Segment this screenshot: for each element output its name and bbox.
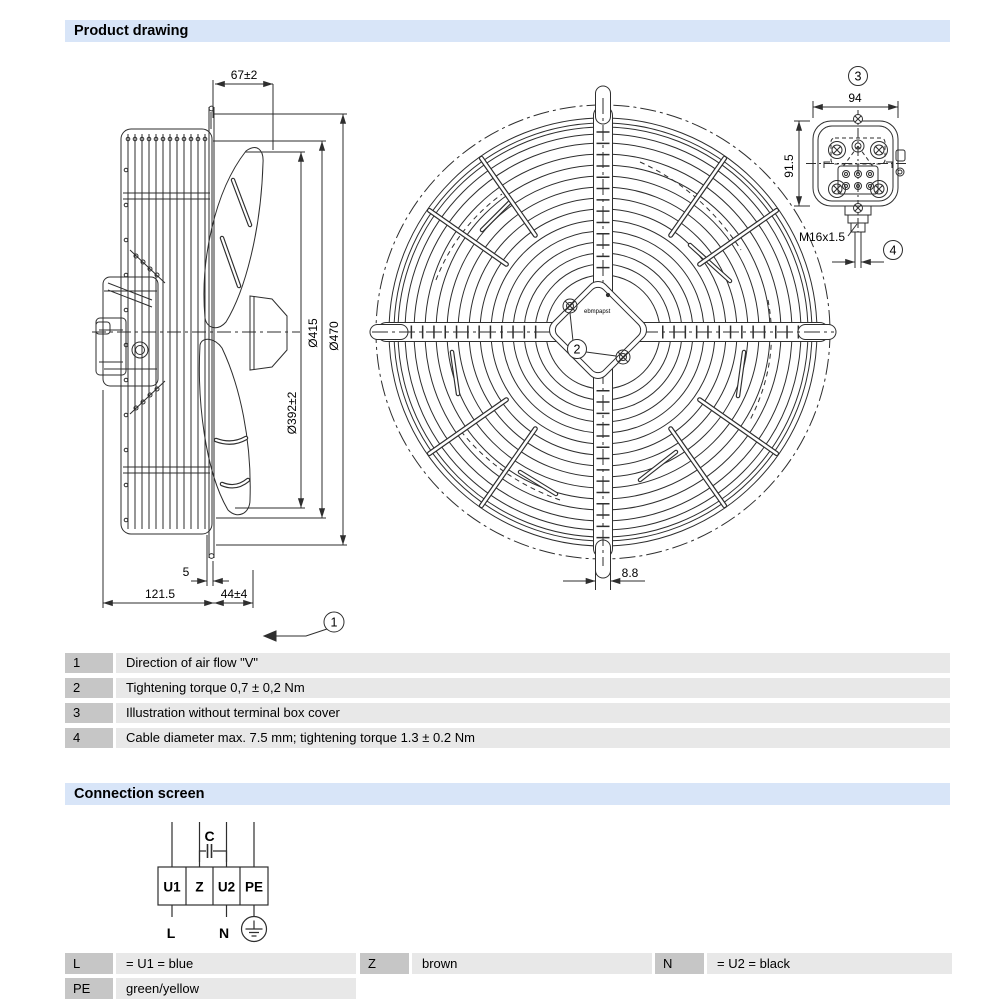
legend-z-value: brown: [412, 953, 652, 974]
dim-121: 121.5: [144, 587, 176, 601]
dim-915: 91.5: [782, 154, 796, 178]
legend-n-value: = U2 = black: [707, 953, 952, 974]
connection-screen-title: Connection screen: [74, 786, 205, 802]
brand-logo-text: ebmpapst: [584, 309, 611, 315]
note-row-1-text: Direction of air flow "V": [116, 653, 950, 673]
terminal-pe: PE: [244, 879, 264, 895]
callout-2: 2: [573, 342, 581, 357]
legend-l-value: = U1 = blue: [116, 953, 356, 974]
terminal-u1: U1: [163, 879, 181, 895]
dim-88: 8.8: [621, 566, 639, 580]
note-row-2-num: 2: [65, 678, 113, 698]
note-row-2-text: Tightening torque 0,7 ± 0,2 Nm: [116, 678, 950, 698]
dim-44: 44±4: [220, 587, 248, 601]
dim-392: Ø392±2: [285, 391, 299, 435]
legend-n-label: N: [655, 953, 704, 974]
dim-67: 67±2: [230, 68, 258, 82]
dim-94: 94: [848, 91, 862, 105]
ground-symbol: [242, 917, 267, 942]
note-row-1-num: 1: [65, 653, 113, 673]
side-view-dimensions: [103, 80, 347, 641]
callout-4: 4: [889, 243, 897, 258]
line-label: L: [166, 925, 176, 941]
fan-front-view: [370, 86, 836, 590]
note-row-3-text: Illustration without terminal box cover: [116, 703, 950, 723]
callout-1: 1: [330, 615, 338, 630]
dim-m16: M16x1.5: [798, 230, 845, 244]
legend-z-label: Z: [360, 953, 409, 974]
hub-nose: [250, 296, 287, 370]
dim-5: 5: [182, 565, 190, 579]
note-row-4-text: Cable diameter max. 7.5 mm; tightening torque 1.3 ± 0.2 Nm: [116, 728, 950, 748]
legend-pe-value: green/yellow: [116, 978, 356, 999]
supply-stubs: [172, 905, 254, 917]
product-drawing-title: Product drawing: [74, 23, 189, 39]
section-header-product-drawing: [65, 20, 950, 42]
terminal-z: Z: [195, 879, 204, 895]
terminal-u2: U2: [217, 879, 236, 895]
fan-side-view: [92, 106, 300, 558]
dim-415: Ø415: [306, 318, 320, 348]
legend-l-label: L: [65, 953, 113, 974]
legend-pe-label: PE: [65, 978, 113, 999]
capacitor-symbol: [200, 844, 227, 862]
neutral-label: N: [218, 925, 230, 941]
fan-blade-lower: [199, 339, 250, 514]
capacitor-label: C: [204, 828, 215, 844]
connection-diagram: [130, 815, 330, 960]
dim-470: Ø470: [327, 321, 341, 351]
note-row-3-num: 3: [65, 703, 113, 723]
section-header-connection-screen: [65, 783, 950, 805]
note-row-4-num: 4: [65, 728, 113, 748]
grille-wire-dots: [124, 137, 207, 522]
callout-3: 3: [854, 69, 862, 84]
